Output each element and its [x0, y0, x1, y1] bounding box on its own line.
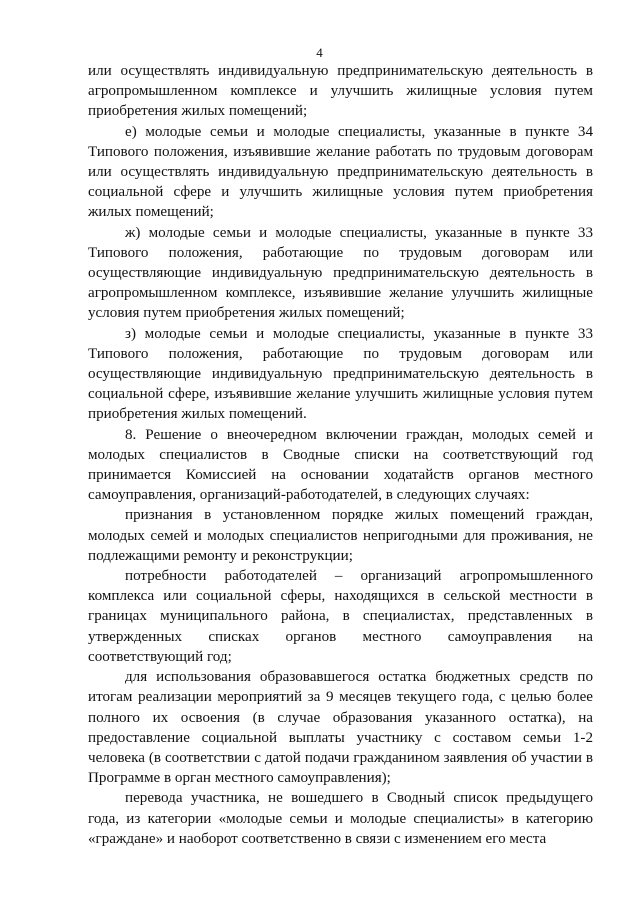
paragraph-case-budget-remainder: для использования образовавшегося остатка бюджетных средств по итогам реализации мероприятий за 9 месяцев текущего года, с целью более полного их освоения (в случае образования указанного остатка), на предоставление социальной выплаты участнику с составом семьи 1-2 человека (в соответствии с датой подачи гражданином заявления об участии в Программе в орган местного самоуправления);: [88, 669, 593, 787]
paragraph-case-unfit-housing: признания в установленном порядке жилых помещений граждан, молодых семей и молодых специалистов непригодными для проживания, не подлежащими ремонту и реконструкции;: [88, 507, 593, 564]
paragraph-item-e: е) молодые семьи и молодые специалисты, указанные в пункте 34 Типового положения, изъявившие желание работать по трудовым договорам или осуществлять индивидуальную предпринимательскую деятельность в социальной сфере и улучшить жилищные условия путем приобретения жилых помещений;: [88, 123, 593, 221]
paragraph-case-employer-need: потребности работодателей – организаций агропромышленного комплекса или социальной сферы, находящихся в сельской местности в границах муниципального района, в специалистах, представленных в утвержденных списках органов местного самоуправления на соответствующий год;: [88, 568, 593, 665]
paragraph-case-category-transfer: перевода участника, не вошедшего в Сводный список предыдущего года, из категории «молодые семьи и молодые специалисты» в категорию «граждане» и наоборот соответственно в связи с изменением его места: [88, 790, 593, 847]
paragraph-item-z: з) молодые семьи и молодые специалисты, указанные в пункте 33 Типового положения, работающие по трудовым договорам или осуществляющие индивидуальную предпринимательскую деятельность в социальной сфере, изъявившие желание улучшить жилищные условия путем приобретения жилых помещений.: [88, 325, 593, 423]
paragraph-item-zh: ж) молодые семьи и молодые специалисты, указанные в пункте 33 Типового положения, работающие по трудовым договорам или осуществляющие индивидуальную предпринимательскую деятельность в агропромышленном комплексе, изъявившие желание улучшить жилищные условия путем приобретения жилых помещений;: [88, 224, 593, 322]
paragraph-continuation: или осуществлять индивидуальную предпринимательскую деятельность в агропромышленном комплексе и улучшить жилищные условия путем приобретения жилых помещений;: [88, 63, 593, 120]
page-number: 4: [316, 45, 323, 60]
paragraph-section-8: 8. Решение о внеочередном включении граждан, молодых семей и молодых специалистов в Сводные списки на соответствующий год принимается Комиссией на основании ходатайств органов местного самоуправления, организаций-работодателей, в следующих случаях:: [88, 426, 593, 504]
document-body: [88, 61, 593, 849]
